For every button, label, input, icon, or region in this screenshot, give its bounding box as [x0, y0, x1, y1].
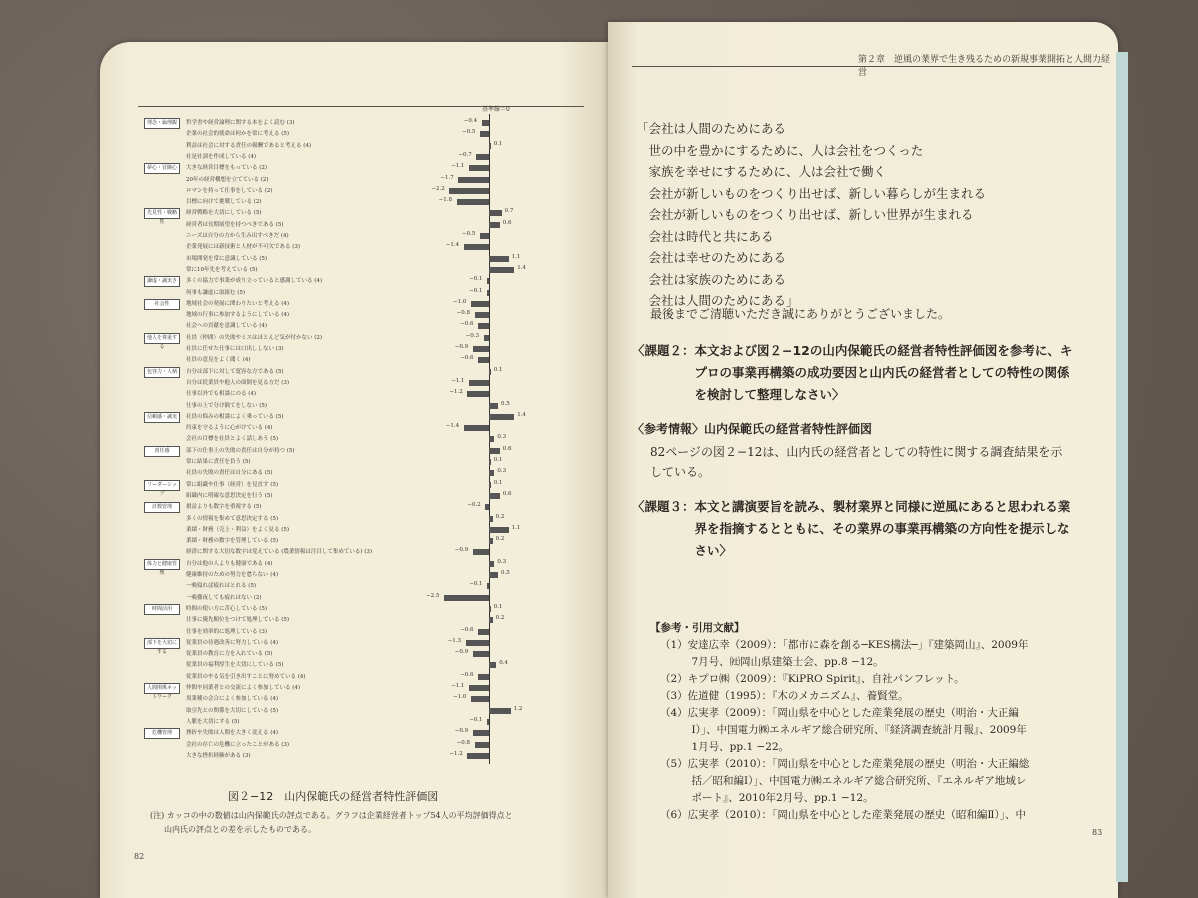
info-title: 〈参考情報〉山内保範氏の経営者特性評価図 [632, 422, 873, 436]
reference-line: （3）佐道健（1995）：『木のメカニズム』、養賢堂。 [660, 690, 909, 702]
chart-row [142, 152, 592, 164]
chart-row [142, 615, 592, 627]
item-label: 業績・財務（売上・利益）をよく見る (5) [186, 526, 290, 533]
right-page [608, 22, 1118, 898]
item-label: 従業員の福利厚生を大切にしている (5) [186, 662, 284, 669]
chart-row [142, 627, 592, 639]
value-bar [487, 290, 489, 296]
item-label: 多くの情報を集めて意思決定する (5) [186, 515, 279, 522]
references [650, 620, 1030, 824]
value-bar [475, 742, 489, 748]
figure-note-1: (注) カッコの中の数値は山内保範氏の評点である。グラフは企業経営者トップ54人の平均評価得点と [150, 811, 513, 820]
value-label: −1.0 [453, 298, 467, 305]
chart-row [142, 660, 592, 672]
item-label: 社員の意見をよく聞く (4) [186, 357, 251, 364]
page-number-left: 82 [134, 852, 145, 861]
value-label: −1.3 [447, 637, 461, 644]
value-label: −1.1 [451, 163, 465, 170]
value-bar [489, 403, 498, 409]
item-label: 仕事に優先順位をつけて処理している (5) [186, 617, 290, 624]
value-label: −0.5 [462, 231, 476, 237]
value-bar [489, 222, 500, 228]
chart-row [142, 242, 592, 254]
chart-row [142, 547, 592, 559]
item-label: 哲学書や経営論理に関する本をよく読む (3) [186, 120, 295, 126]
poem-line: 世の中を豊かにするために、人は会社をつくった [636, 142, 924, 158]
task2-line3: を検討して整理しなさい〉 [632, 387, 845, 402]
value-bar [489, 143, 491, 149]
value-bar [484, 335, 489, 341]
figure-note-2: 山内氏の評点との差を示したものである。 [164, 825, 316, 834]
item-label: 仲間や同業者との交流によく参加している (4) [186, 685, 301, 691]
chart-row [142, 299, 592, 311]
category-label: 信頼感・誠実 [144, 412, 180, 423]
chart-row [142, 276, 592, 288]
chart-row [142, 468, 592, 480]
value-bar [489, 662, 496, 668]
item-label: 常に結果に責任を負う (5) [186, 459, 251, 465]
value-bar [469, 685, 489, 691]
item-label: 社員の失敗の責任は自分にある (5) [186, 470, 273, 477]
value-label: 0.5 [501, 400, 510, 407]
value-bar [489, 538, 493, 544]
value-bar [489, 436, 494, 442]
value-label: −2.2 [431, 185, 445, 192]
chart-row [142, 118, 592, 130]
value-label: 0.1 [493, 140, 503, 147]
value-bar [473, 346, 489, 352]
reference-line: 7月号、㈳岡山県建築士会、pp.8 −12。 [660, 656, 884, 668]
item-label: 自分は部下に対して寛容な方である (5) [186, 368, 284, 375]
poem-line: 家族を幸せにするために、人は会社で働く [636, 164, 887, 179]
item-label: 経営戦略を大切にしている (5) [186, 210, 262, 217]
chart-row [142, 536, 592, 548]
item-label: 従業員の待遇改善に努力している (4) [186, 639, 279, 646]
value-bar [478, 323, 489, 329]
poem-line: 会社が新しいものをつくり出せば、新しい世界が生まれる [636, 207, 974, 222]
value-bar [458, 177, 489, 183]
chart-row [142, 694, 592, 706]
value-bar [464, 425, 489, 431]
value-bar [476, 154, 489, 160]
category-label: 部下を大切にする [144, 638, 180, 649]
value-bar [489, 369, 491, 375]
item-label: 地域の行事に参加するようにしている (4) [186, 312, 290, 319]
item-label: ニーズは自分の方から生み出すべきだ (4) [186, 233, 289, 239]
value-label: −0.2 [467, 502, 481, 509]
page-edge [1116, 52, 1128, 882]
reference-line: （4）広実孝（2009）：「岡山県を中心とした産業発展の歴史（明治・大正編 [660, 707, 1019, 719]
value-label: −0.8 [456, 310, 470, 317]
task3-line3: さい〉 [632, 543, 733, 558]
value-bar [489, 561, 494, 567]
item-label: 損益よりも数字を重視する (5) [186, 504, 262, 511]
value-label: −1.1 [451, 377, 465, 384]
value-bar [489, 617, 493, 623]
value-bar [489, 708, 511, 714]
value-bar [489, 493, 500, 499]
value-bar [473, 730, 489, 736]
value-bar [469, 380, 489, 386]
chart-row [142, 355, 592, 367]
value-label: −0.3 [465, 332, 479, 339]
item-label: 業績・財務の数字を管理している (5) [186, 538, 279, 545]
item-label: 常に10年先を考えている (5) [186, 266, 258, 273]
item-label: 仕事以外でも相談にのる (4) [186, 391, 257, 398]
value-bar [480, 131, 489, 137]
item-label: 社員（仲間）の失敗やミスはほとんど気が付かない (2) [186, 334, 323, 341]
value-bar [471, 301, 489, 307]
item-label: 取引先との関係を大切にしている (5) [186, 707, 279, 714]
value-bar [466, 640, 489, 646]
category-label: リーダーシップ [144, 480, 180, 491]
item-label: 20年の経営構想を立てている (2) [186, 176, 269, 183]
value-label: −0.1 [469, 716, 483, 723]
task2-line1: 〈課題２：本文および図２−12の山内保範氏の経営者特性評価図を参考に、キ [632, 343, 1073, 358]
item-label: 経済に関する大切な数字は覚えている (農業情報は注目して集めている) (3) [186, 549, 373, 556]
value-bar [449, 188, 489, 194]
value-bar [444, 595, 489, 601]
value-bar [489, 572, 498, 578]
value-bar [489, 606, 491, 612]
value-label: −1.2 [449, 389, 463, 396]
value-label: −0.5 [462, 129, 476, 136]
value-label: −0.6 [460, 626, 474, 633]
item-label: 健康維持のための努力を怠らない (4) [186, 572, 279, 578]
category-label: 人間関係ネットワーク [144, 683, 180, 694]
chart-row [142, 197, 592, 209]
item-label: 目標に向けて挑戦している (2) [186, 199, 262, 206]
value-label: −1.4 [445, 423, 460, 430]
category-label: 謙虚・誠実さ [144, 276, 180, 287]
reference-line: （5）広実孝（2010）：「岡山県を中心とした産業発展の歴史（明治・大正編総 [660, 758, 1030, 770]
value-label: −0.9 [454, 649, 469, 656]
chart-row [142, 502, 592, 514]
value-label: 0.6 [502, 219, 512, 226]
item-label: 社是社訓を作成している (4) [186, 153, 257, 160]
category-label: 理念・倫理観 [144, 118, 180, 129]
chart-row [142, 423, 592, 435]
value-label: 0.1 [493, 457, 503, 463]
chart-row [142, 446, 592, 458]
value-label: −1.7 [440, 174, 454, 181]
value-label: 0.3 [497, 558, 507, 565]
value-bar [489, 516, 493, 522]
value-label: −0.6 [460, 321, 474, 328]
chart-row [142, 367, 592, 379]
chart-row [142, 265, 592, 277]
chart-row [142, 141, 592, 153]
poem-line: 「会社は人間のためにある [636, 121, 787, 136]
closing-text: 最後までご清聴いただき誠にありがとうございました。 [638, 307, 951, 321]
item-label: 異業種の会合によく参加している (4) [186, 696, 279, 703]
value-bar [489, 267, 514, 273]
value-label: 0.5 [501, 570, 510, 576]
top-rule-right [632, 66, 1102, 67]
item-label: 自分は他の人よりも健康である (4) [186, 560, 273, 567]
chart-row [142, 310, 592, 322]
left-page [100, 42, 608, 898]
value-label: 0.3 [497, 434, 507, 441]
value-bar [487, 278, 489, 284]
value-bar [473, 549, 489, 555]
value-bar [482, 120, 489, 126]
item-label: 従業員のやる気を引き出すことに努めている (4) [186, 673, 306, 680]
value-label: 0.6 [502, 490, 512, 497]
chart-row [142, 525, 592, 537]
item-label: 自分は従業員や他人の面倒を見る方だ (3) [186, 379, 290, 386]
chart-row [142, 717, 592, 729]
category-label: 責任感 [144, 446, 180, 457]
chart-row [142, 344, 592, 356]
item-label: 社員に任せた仕事には口出ししない (3) [186, 346, 284, 352]
value-bar [489, 459, 491, 465]
chart-row [142, 491, 592, 503]
chart-row [142, 672, 592, 684]
running-head: 第２章 逆風の業界で生き残るための新規事業開拓と人間力経営 [858, 55, 1111, 78]
item-label: 会社の目標を社員とよく話しあう (5) [186, 436, 279, 443]
value-label: −0.4 [463, 118, 478, 124]
value-bar [467, 391, 489, 397]
value-bar [489, 210, 502, 216]
value-bar [485, 504, 489, 510]
value-label: −1.1 [451, 683, 465, 689]
chart-row [142, 728, 592, 740]
chart-row [142, 254, 592, 266]
value-label: 0.1 [493, 603, 503, 610]
chart-row [142, 186, 592, 198]
item-label: 組織内に明確な意思決定を行う (5) [186, 492, 273, 499]
value-bar [464, 244, 489, 250]
item-label: 仕事の上で分け隔てをしない (5) [186, 402, 268, 409]
item-label: 社員の悩みの相談によく乗っている (5) [186, 413, 284, 420]
value-label: 0.3 [497, 468, 507, 475]
reference-line: （1）安達広幸（2009）：「都市に森を創る─KES構法─」『建築岡山』、2009年 [660, 639, 1029, 651]
value-bar [489, 256, 509, 262]
value-bar [467, 753, 489, 759]
category-label: 包容力・人柄 [144, 367, 180, 378]
item-label: 企業の社会的使命は何かを常に考える (5) [186, 131, 290, 138]
value-label: −0.9 [454, 344, 469, 350]
item-label: 大きな経営目標をもっている (2) [186, 165, 268, 172]
value-label: −0.1 [469, 287, 483, 294]
chart-row [142, 751, 592, 763]
value-label: −0.1 [469, 276, 483, 283]
value-bar [489, 414, 514, 420]
chart-row [142, 231, 592, 243]
chart-row [142, 604, 592, 616]
item-label: 市場開発を常に意識している (5) [186, 255, 268, 262]
value-bar [478, 629, 489, 635]
reference-line: ポート』、2010年2月号、pp.1 −12。 [660, 792, 874, 804]
value-label: −1.0 [453, 694, 467, 701]
value-bar [478, 357, 489, 363]
poem-line: 会社は家族のためにある [636, 271, 787, 287]
category-label: 時間活用 [144, 604, 180, 615]
poem-line: 会社は人間のためにある」 [636, 293, 799, 308]
item-label: 何事も謙虚に取組む (5) [186, 289, 246, 296]
reference-line: （2）キプロ㈱（2009）：『KiPRO Spirit』、自社パンフレット。 [660, 673, 965, 685]
value-label: 1.1 [511, 253, 521, 260]
value-label: −0.9 [454, 547, 469, 554]
value-label: 0.1 [493, 366, 503, 373]
figure-caption: 図２−12 山内保範氏の経営者特性評価図 [228, 790, 439, 803]
item-label: 会社の存亡の危機に立ったことがある (3) [186, 741, 290, 748]
value-label: 0.1 [493, 479, 503, 486]
value-label: −1.4 [445, 242, 460, 249]
value-bar [487, 719, 489, 725]
category-label: 先見性・戦略性 [144, 208, 180, 219]
chart-row [142, 288, 592, 300]
chart-row [142, 175, 592, 187]
category-label: 他人を尊重する [144, 333, 180, 344]
value-bar [489, 482, 491, 488]
task3-line2: 界を指摘するとともに、その業界の事業再構築の方向性を提示しな [632, 521, 1070, 536]
item-label: 一晩寝れば疲れはとれる (5) [186, 583, 257, 590]
page-number-right: 83 [1092, 828, 1103, 837]
value-label: −0.9 [454, 728, 469, 735]
value-label: −1.2 [449, 750, 463, 757]
reference-line: （6）広実孝（2010）：「岡山県を中心とした産業発展の歴史（昭和編Ⅱ）」、中 [660, 809, 1027, 821]
reference-line: 括／昭和編Ⅰ）」、中国電力㈱エネルギア総合研究所、『エネルギア地域レ [660, 775, 1027, 787]
value-label: −0.1 [469, 581, 483, 588]
chart-row [142, 378, 592, 390]
info-line1: 82ページの図２−12は、山内氏の経営者としての特性に関する調査結果を示 [638, 445, 1063, 459]
item-label: 大きな挫折経験がある (3) [186, 752, 251, 759]
value-bar [469, 165, 489, 171]
item-label: 人脈を大切にする (5) [186, 718, 240, 725]
category-label: 体力と健康管理 [144, 559, 180, 570]
item-label: 従業員の教育に力を入れている (5) [186, 651, 273, 658]
value-label: 0.4 [499, 660, 508, 667]
chart-row [142, 129, 592, 141]
evaluation-chart [142, 104, 592, 784]
value-label: −0.8 [456, 739, 470, 746]
item-label: 経営者は長期展望を持つべきである (5) [186, 221, 284, 228]
item-label: 常に組織や仕事（経営）を見直す (5) [186, 481, 279, 488]
chart-row [142, 163, 592, 175]
category-label: 社会性 [144, 299, 180, 310]
poem-line: 会社が新しいものをつくり出せば、新しい暮らしが生まれる [636, 185, 987, 201]
category-label: 計数管理 [144, 502, 180, 513]
item-label: 企業発展には新技術と人材が不可欠である (3) [186, 244, 301, 251]
item-label: 時間の使い方に苦心している (5) [186, 605, 268, 612]
value-bar [489, 448, 500, 454]
item-label: 社会への貢献を意識している (4) [186, 323, 268, 330]
reference-line: 1月号、pp.1 −22。 [660, 741, 790, 753]
reference-line: Ⅰ）」、中国電力㈱エネルギア総合研究所、『経済調査統計月報』、2009年 [660, 724, 1027, 736]
value-label: −0.7 [458, 151, 472, 158]
value-bar [457, 199, 489, 205]
value-label: −2.5 [426, 592, 440, 599]
chart-row [142, 434, 592, 446]
value-label: 1.4 [517, 264, 526, 271]
chart-row [142, 570, 592, 582]
baseline-label: 基準線＝0 [482, 106, 510, 113]
value-bar [480, 233, 489, 239]
info-line2: している。 [638, 465, 711, 479]
chart-row [142, 593, 592, 605]
value-label: 1.4 [517, 411, 526, 418]
value-label: −0.6 [460, 355, 474, 362]
value-label: −0.6 [460, 671, 474, 678]
chart-row [142, 740, 592, 752]
value-label: 1.2 [513, 705, 523, 712]
item-label: 部下の仕事上の失敗の責任は自分が持つ (5) [186, 447, 295, 454]
poem [636, 118, 986, 312]
value-label: −1.8 [438, 197, 452, 204]
value-bar [478, 674, 489, 680]
chart-row [142, 457, 592, 469]
item-label: 約束を守るように心がけている (4) [186, 425, 273, 432]
value-bar [489, 470, 494, 476]
chart-row [142, 581, 592, 593]
value-label: 0.2 [495, 615, 505, 622]
poem-line: 会社は幸せのためにある [636, 250, 787, 265]
chart-row [142, 389, 592, 401]
value-label: 0.2 [495, 513, 505, 520]
value-bar [487, 583, 489, 589]
value-label: 1.1 [511, 524, 521, 531]
task3-line1: 〈課題３：本文と講演要旨を読み、製材業界と同様に逆風にあると思われる業 [632, 499, 1071, 514]
value-label: 0.7 [504, 208, 514, 215]
task2-line2: プロの事業再構築の成功要因と山内氏の経営者としての特性の関係 [632, 365, 1070, 380]
value-bar [471, 696, 489, 702]
item-label: 多くの協力で事業が成り立っていると感謝している (4) [186, 278, 323, 285]
value-label: 0.2 [495, 536, 505, 543]
chart-row [142, 649, 592, 661]
open-book [70, 12, 1140, 898]
references-title: 【参考・引用文献】 [650, 622, 745, 634]
item-label: 利益は社会に対する責任の報酬であると考える (4) [186, 142, 312, 149]
chart-row [142, 514, 592, 526]
item-label: ロマンを持って仕事をしている (2) [186, 187, 273, 194]
category-label: 夢心・冒険心 [144, 163, 180, 174]
chart-row [142, 321, 592, 333]
value-bar [475, 312, 489, 318]
item-label: 地域社会の発展に関わりたいと考える (4) [186, 300, 290, 307]
item-label: 挫折や失敗は人間を大きく変える (4) [186, 730, 279, 737]
chart-row [142, 220, 592, 232]
item-label: 一晩徹夜しても疲れはない (2) [186, 594, 262, 601]
category-label: 危機管理 [144, 728, 180, 739]
value-label: 0.6 [502, 445, 512, 452]
chart-row [142, 401, 592, 413]
item-label: 仕事を効率的に処理している (3) [186, 628, 268, 635]
value-bar [489, 527, 509, 533]
chart-row [142, 706, 592, 718]
chart-row [142, 412, 592, 424]
poem-line: 会社は時代と共にある [636, 228, 774, 244]
value-bar [473, 651, 489, 657]
